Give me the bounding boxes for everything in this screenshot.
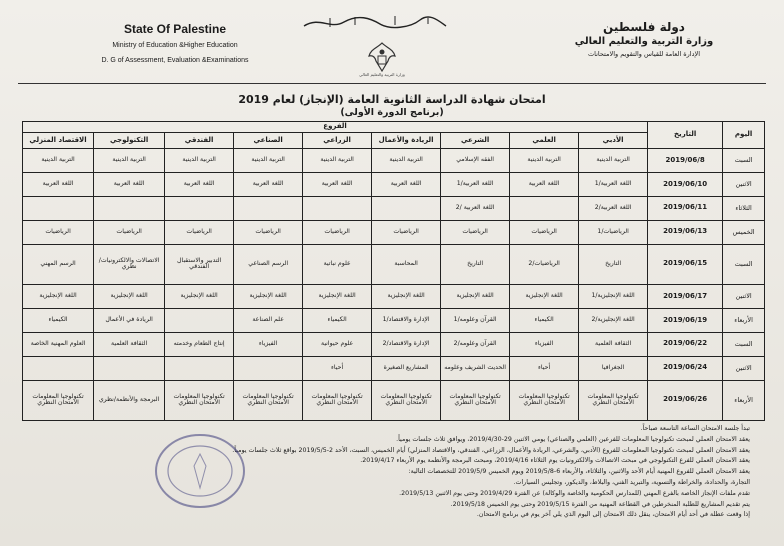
subject-cell: الكيمياء [510, 308, 579, 332]
subject-cell: الرياضيات [441, 220, 510, 244]
subject-cell: التدبير والاستقبال الفندقي [165, 244, 234, 284]
subject-cell: اللغة العربية [303, 172, 372, 196]
subject-cell: اللغة العربية/1 [441, 172, 510, 196]
date-cell: 2019/06/11 [648, 196, 723, 220]
subject-cell [165, 196, 234, 220]
subject-cell [94, 356, 165, 380]
subject-cell: الرياضيات/1 [579, 220, 648, 244]
ministry-name-ar: وزارة التربية والتعليم العالي [574, 36, 714, 47]
official-stamp-icon [150, 430, 250, 512]
ministry-name-en: Ministry of Education &Higher Education [112, 42, 238, 49]
subject-cell: اللغة الإنجليزية [94, 284, 165, 308]
subject-cell: إنتاج الطعام وخدمته [165, 332, 234, 356]
subject-cell: تكنولوجيا المعلومات الامتحان النظري [165, 380, 234, 420]
column-header-stream: الأدبي [579, 133, 648, 149]
notes-section [30, 424, 750, 521]
subject-cell: اللغة العربية [510, 172, 579, 196]
table-row [23, 356, 765, 380]
title-line-2: (برنامج الدورة الأولى) [340, 107, 444, 118]
basmala-calligraphy-icon [300, 12, 450, 32]
subject-cell: الرسم المهني [23, 244, 94, 284]
subject-cell: المشاريع الصغيرة [372, 356, 441, 380]
subject-cell [94, 196, 165, 220]
date-cell: 2019/06/13 [648, 220, 723, 244]
subject-cell: التربية الدينية [165, 149, 234, 173]
subject-cell [234, 356, 303, 380]
column-header-day: اليوم [723, 122, 765, 149]
subject-cell [234, 196, 303, 220]
subject-cell: الحديث الشريف وعلومه [441, 356, 510, 380]
subject-cell: التربية الدينية [372, 149, 441, 173]
column-header-stream: الفندقي [165, 133, 234, 149]
subject-cell: علوم حيوانية [303, 332, 372, 356]
note-item: تقدم ملفات الإنجاز الخاصة بالفرع المهني (للمدارس الحكومية والخاصة والوكالة) عن الفترة 2019/4/29 وحتى يوم الاثنين 2019/5/13. [399, 489, 750, 497]
subject-cell: اللغة العربية [23, 172, 94, 196]
subject-cell: الكيمياء [23, 308, 94, 332]
day-cell: السبت [723, 332, 765, 356]
subject-cell: اللغة العربية [165, 172, 234, 196]
table-row [23, 149, 765, 173]
subject-cell: تكنولوجيا المعلومات الامتحان النظري [372, 380, 441, 420]
day-cell: السبت [723, 244, 765, 284]
subject-cell: اللغة الإنجليزية [234, 284, 303, 308]
column-header-stream: الريادة والأعمال [372, 133, 441, 149]
subject-cell: التربية الدينية [579, 149, 648, 173]
column-group-streams: الفروع [23, 122, 648, 133]
subject-cell: تكنولوجيا المعلومات الامتحان النظري [23, 380, 94, 420]
date-cell: 2019/06/22 [648, 332, 723, 356]
day-cell: الاثنين [723, 284, 765, 308]
emblem-caption: وزارة التربية والتعليم العالي [359, 72, 405, 77]
subject-cell: العلوم المهنية الخاصة [23, 332, 94, 356]
document-title [0, 93, 784, 118]
subject-cell [510, 196, 579, 220]
subject-cell [303, 196, 372, 220]
subject-cell: الكيمياء [303, 308, 372, 332]
date-cell: 2019/06/8 [648, 149, 723, 173]
subject-cell: الفيزياء [510, 332, 579, 356]
subject-cell: الثقافة العلمية [94, 332, 165, 356]
subject-cell: تكنولوجيا المعلومات الامتحان النظري [303, 380, 372, 420]
column-header-stream: الشرعي [441, 133, 510, 149]
subject-cell: اللغة العربية/1 [579, 172, 648, 196]
country-name-ar: دولة فلسطين [603, 20, 685, 34]
subject-cell: اللغة العربية/2 [579, 196, 648, 220]
note-item: يعقد الامتحان العملي لمبحث تكنولوجيا المعلومات للفروع (الأدبي، والشرعي، الريادة والأعمال، الزراعي، الفندقي، والاقتصاد المنزلي) أيام الخميس، السبت، الأحد 2-2019/5/5 بواقع ثلاث جلسات يومياً. [232, 446, 750, 454]
subject-cell: الرياضيات [372, 220, 441, 244]
day-cell: الأربعاء [723, 308, 765, 332]
note-item: يتم تقديم المشاريع للطلبة المنخرطين في القطاعة المهنية من الفترة 2019/5/15 وحتى يوم الخميس 2019/5/18. [450, 500, 750, 508]
subject-cell: الإدارة والاقتصاد/2 [372, 332, 441, 356]
day-cell: الاثنين [723, 356, 765, 380]
subject-cell: الفقه الإسلامي [441, 149, 510, 173]
subject-cell: أحياء [510, 356, 579, 380]
subject-cell: الرياضيات [303, 220, 372, 244]
subject-cell: اللغة الإنجليزية [441, 284, 510, 308]
note-item: تبدأ جلسة الامتحان الساعة التاسعة صباحاً. [640, 425, 750, 432]
table-row [23, 172, 765, 196]
subject-cell: المحاسبة [372, 244, 441, 284]
header-arabic [529, 20, 759, 58]
subject-cell [23, 196, 94, 220]
exam-schedule-table [22, 121, 765, 421]
subject-cell: اللغة الإنجليزية [23, 284, 94, 308]
day-cell: الثلاثاء [723, 196, 765, 220]
subject-cell: التربية الدينية [94, 149, 165, 173]
subject-cell: الرسم الصناعي [234, 244, 303, 284]
subject-cell: الرياضيات [510, 220, 579, 244]
date-cell: 2019/06/24 [648, 356, 723, 380]
subject-cell: الرياضيات [165, 220, 234, 244]
column-header-date: التاريخ [648, 122, 723, 149]
subject-cell: الفيزياء [234, 332, 303, 356]
subject-cell: البرمجة والأنظمة/نظري [94, 380, 165, 420]
subject-cell: اللغة الإنجليزية [165, 284, 234, 308]
subject-cell [23, 356, 94, 380]
table-row [23, 284, 765, 308]
subject-cell: اللغة الإنجليزية [510, 284, 579, 308]
subject-cell: الرياضيات [23, 220, 94, 244]
note-item: يعقد الامتحان العملي لمبحث تكنولوجيا المعلومات للفرعين (العلمي والصناعي) يومي الاثنين 29-2019/4/30، ويوافق ثلاث جلسات يومياً. [396, 435, 750, 443]
subject-cell: اللغة الإنجليزية [303, 284, 372, 308]
subject-cell: التربية الدينية [234, 149, 303, 173]
subject-cell: القرآن وعلومه/2 [441, 332, 510, 356]
note-item: التجارة، والحدادة، والخراطة والتسوية، والتبريد الفني، والبلاط، والديكور، وتجليس السيارات. [513, 478, 750, 486]
subject-cell: التربية الدينية [23, 149, 94, 173]
subject-cell: تكنولوجيا المعلومات الامتحان النظري [441, 380, 510, 420]
column-header-stream: الاقتصاد المنزلي [23, 133, 94, 149]
table-row [23, 308, 765, 332]
subject-cell: علم الصناعة [234, 308, 303, 332]
subject-cell: التاريخ [441, 244, 510, 284]
subject-cell: الجغرافيا [579, 356, 648, 380]
subject-cell: الرياضيات [94, 220, 165, 244]
subject-cell: الثقافة العلمية [579, 332, 648, 356]
subject-cell [372, 196, 441, 220]
date-cell: 2019/06/17 [648, 284, 723, 308]
subject-cell: الاتصالات والالكترونيات/نظري [94, 244, 165, 284]
subject-cell: القرآن وعلومه/1 [441, 308, 510, 332]
subject-cell: تكنولوجيا المعلومات الامتحان النظري [510, 380, 579, 420]
subject-cell: اللغة الإنجليزية/2 [579, 308, 648, 332]
column-header-stream: التكنولوجي [94, 133, 165, 149]
table-row [23, 196, 765, 220]
subject-cell: التاريخ [579, 244, 648, 284]
country-name-en: State Of Palestine [123, 22, 227, 36]
note-item: يعقد الامتحان العملي للفرع التكنولوجي في مبحث الاتصالات والالكترونيات يوم الثلاثاء 2019/4/16، ومبحث البرمجة والأنظمة يوم الأربعاء 2019/4/17. [360, 457, 750, 465]
date-cell: 2019/06/15 [648, 244, 723, 284]
subject-cell: الريادة في الأعمال [94, 308, 165, 332]
header-english [60, 22, 290, 64]
column-header-stream: العلمي [510, 133, 579, 149]
subject-cell: اللغة العربية [94, 172, 165, 196]
subject-cell: أحياء [303, 356, 372, 380]
subject-cell: تكنولوجيا المعلومات الامتحان النظري [234, 380, 303, 420]
subject-cell: الإدارة والاقتصاد/1 [372, 308, 441, 332]
table-row [23, 380, 765, 420]
note-item: يعقد الامتحان العملي للفروع المهنية أيام الأحد والاثنين، والثلاثاء، والأربعاء 6-2019/5/8 ويوم الخميس 2019/5/9 للتخصصات التالية: [408, 468, 750, 476]
day-cell: الاثنين [723, 172, 765, 196]
column-header-stream: الزراعي [303, 133, 372, 149]
department-name-en: D. G of Assessment, Evaluation &Examinations [101, 57, 249, 64]
day-cell: الأربعاء [723, 380, 765, 420]
subject-cell: الرياضيات/2 [510, 244, 579, 284]
subject-cell: اللغة الإنجليزية [372, 284, 441, 308]
day-cell: الخميس [723, 220, 765, 244]
subject-cell: تكنولوجيا المعلومات الامتحان النظري [579, 380, 648, 420]
subject-cell: الرياضيات [234, 220, 303, 244]
table-row [23, 220, 765, 244]
day-cell: السبت [723, 149, 765, 173]
subject-cell: علوم نباتية [303, 244, 372, 284]
date-cell: 2019/06/26 [648, 380, 723, 420]
subject-cell [165, 356, 234, 380]
subject-cell [165, 308, 234, 332]
subject-cell: التربية الدينية [510, 149, 579, 173]
subject-cell: اللغة العربية /2 [441, 196, 510, 220]
palestine-emblem-icon [365, 40, 399, 74]
date-cell: 2019/06/10 [648, 172, 723, 196]
department-name-ar: الإدارة العامة للقياس والتقويم والامتحانات [587, 50, 701, 58]
header-divider [18, 83, 766, 84]
subject-cell: اللغة العربية [372, 172, 441, 196]
note-item: إذا وقعت عطلة في أحد أيام الامتحان، ينقل ذلك الامتحان إلى اليوم الذي يلي آخر يوم في برنامج الامتحان. [476, 511, 750, 519]
column-header-stream: الصناعي [234, 133, 303, 149]
subject-cell: اللغة العربية [234, 172, 303, 196]
table-row [23, 332, 765, 356]
date-cell: 2019/06/19 [648, 308, 723, 332]
table-row [23, 244, 765, 284]
subject-cell: التربية الدينية [303, 149, 372, 173]
title-line-1: امتحان شهادة الدراسة الثانوية العامة (الإنجاز) لعام 2019 [238, 93, 546, 106]
subject-cell: اللغة الإنجليزية/1 [579, 284, 648, 308]
